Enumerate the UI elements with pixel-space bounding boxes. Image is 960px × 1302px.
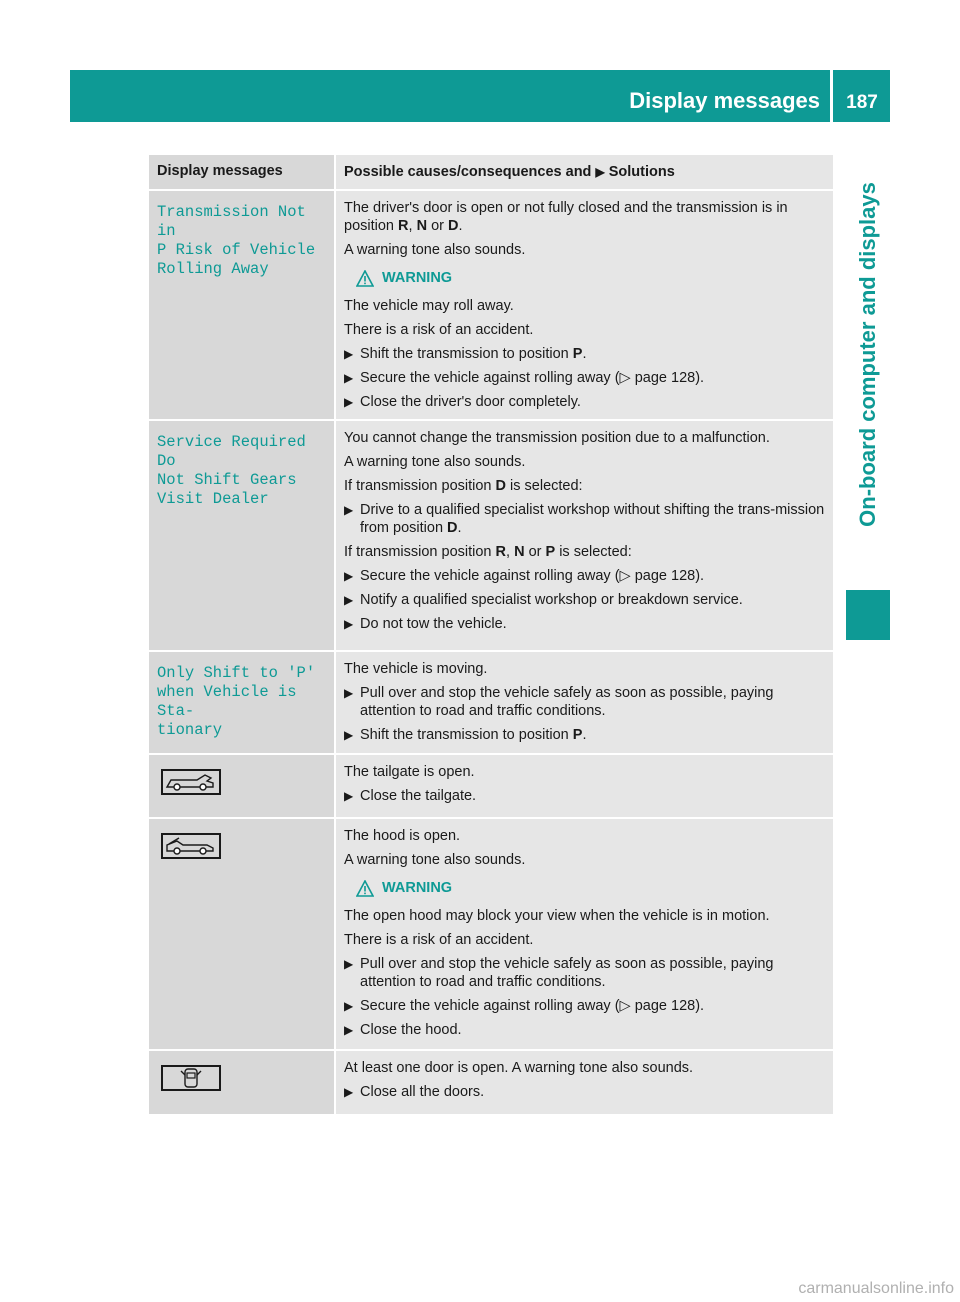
message-cell [149, 755, 336, 817]
step-arrow-icon: ▶ [344, 1023, 354, 1037]
warning-label: WARNING [356, 879, 827, 897]
step-arrow-icon: ▶ [344, 728, 354, 742]
column-header-messages: Display messages [149, 155, 336, 189]
solution-step: ▶ Pull over and stop the vehicle safely as soon as possible, paying attention to road and traffic conditions. [344, 685, 774, 719]
step-arrow-icon: ▶ [344, 999, 354, 1013]
solution-step: ▶ Close the tailgate. [344, 788, 477, 804]
cause-text: The driver's door is open or not fully closed and the transmission is in position R, N or D. [344, 200, 788, 234]
cause-text: If transmission position D is selected: [344, 478, 583, 494]
side-tab [846, 122, 890, 587]
solution-step: ▶ Pull over and stop the vehicle safely as soon as possible, paying attention to road and traffic conditions. [344, 956, 774, 990]
side-tab-marker [846, 590, 890, 640]
cause-text: The tailgate is open. [344, 764, 475, 780]
solution-cell [336, 755, 833, 817]
table-row [149, 755, 833, 819]
page-ref-arrow-icon: ▷ [619, 568, 631, 584]
solution-step: ▶ Secure the vehicle against rolling away (▷ page 128). [344, 370, 705, 386]
warning-triangle-icon [356, 880, 374, 897]
solution-cell [336, 421, 833, 650]
message-cell [149, 819, 336, 1049]
header-bar [70, 70, 890, 122]
hood-open-icon [161, 833, 221, 859]
column-header-causes: Possible causes/consequences and ▶ Solutions [336, 155, 833, 189]
solution-step: ▶ Close all the doors. [344, 1084, 485, 1100]
solution-step: ▶ Notify a qualified specialist workshop or breakdown service. [344, 592, 743, 608]
door-open-icon [161, 1065, 221, 1091]
warning-text: The vehicle may roll away. [344, 298, 514, 314]
table-header-row [149, 155, 833, 191]
solution-step: ▶ Shift the transmission to position P. [344, 727, 587, 743]
display-message: Only Shift to 'P' when Vehicle is Sta‐ tionary [157, 664, 316, 739]
side-tab-label: On-board computer and displays [855, 182, 880, 527]
message-cell [149, 421, 336, 650]
tailgate-open-icon [161, 769, 221, 795]
display-messages-table [149, 155, 833, 1114]
table-row [149, 1051, 833, 1114]
solution-step: ▶ Shift the transmission to position P. [344, 346, 587, 362]
warning-text: The open hood may block your view when the vehicle is in motion. [344, 908, 770, 924]
page-number: 187 [846, 92, 878, 113]
table-row [149, 652, 833, 755]
step-arrow-icon: ▶ [344, 503, 354, 517]
solution-cell [336, 1051, 833, 1114]
solution-step: ▶ Close the hood. [344, 1022, 462, 1038]
page-title: Display messages [629, 88, 820, 113]
solution-step: ▶ Do not tow the vehicle. [344, 616, 507, 632]
message-cell [149, 191, 336, 419]
cause-text: A warning tone also sounds. [344, 242, 526, 258]
cause-text: You cannot change the transmission position due to a malfunction. [344, 430, 770, 446]
solution-step: ▶ Close the driver's door completely. [344, 394, 581, 410]
warning-text: There is a risk of an accident. [344, 322, 534, 338]
solution-cell [336, 191, 833, 419]
warning-label: WARNING [356, 269, 827, 287]
message-cell [149, 652, 336, 753]
solution-step: ▶ Secure the vehicle against rolling away (▷ page 128). [344, 568, 705, 584]
header-separator [830, 70, 833, 122]
page-ref-arrow-icon: ▷ [619, 370, 631, 386]
warning-text: There is a risk of an accident. [344, 932, 534, 948]
table-row [149, 191, 833, 421]
step-arrow-icon: ▶ [344, 957, 354, 971]
display-message: Service Required Do Not Shift Gears Visit Dealer [157, 433, 306, 508]
step-arrow-icon: ▶ [344, 371, 354, 385]
step-arrow-icon: ▶ [344, 789, 354, 803]
cause-text: A warning tone also sounds. [344, 454, 526, 470]
table-row [149, 421, 833, 652]
solution-cell [336, 652, 833, 753]
message-cell [149, 1051, 336, 1114]
step-arrow-icon: ▶ [344, 347, 354, 361]
warning-triangle-icon [356, 270, 374, 287]
cause-text: The hood is open. [344, 828, 461, 844]
cause-text: A warning tone also sounds. [344, 852, 526, 868]
cause-text: The vehicle is moving. [344, 661, 488, 677]
solution-step: ▶ Drive to a qualified specialist workshop without shifting the trans-mission from position D. [344, 502, 825, 536]
page-ref-arrow-icon: ▷ [619, 998, 631, 1014]
cause-text: If transmission position R, N or P is selected: [344, 544, 632, 560]
display-message: Transmission Not in P Risk of Vehicle Rolling Away [157, 203, 316, 278]
step-arrow-icon: ▶ [344, 1085, 354, 1099]
step-arrow-icon: ▶ [344, 617, 354, 631]
step-arrow-icon: ▶ [344, 569, 354, 583]
step-arrow-icon: ▶ [344, 686, 354, 700]
footer-watermark: carmanualsonline.info [798, 1280, 954, 1297]
step-arrow-icon: ▶ [344, 593, 354, 607]
table-row [149, 819, 833, 1051]
cause-text: At least one door is open. A warning tone also sounds. [344, 1060, 694, 1076]
solution-arrow-icon: ▶ [595, 165, 605, 179]
step-arrow-icon: ▶ [344, 395, 354, 409]
solution-step: ▶ Secure the vehicle against rolling away (▷ page 128). [344, 998, 705, 1014]
solution-cell [336, 819, 833, 1049]
